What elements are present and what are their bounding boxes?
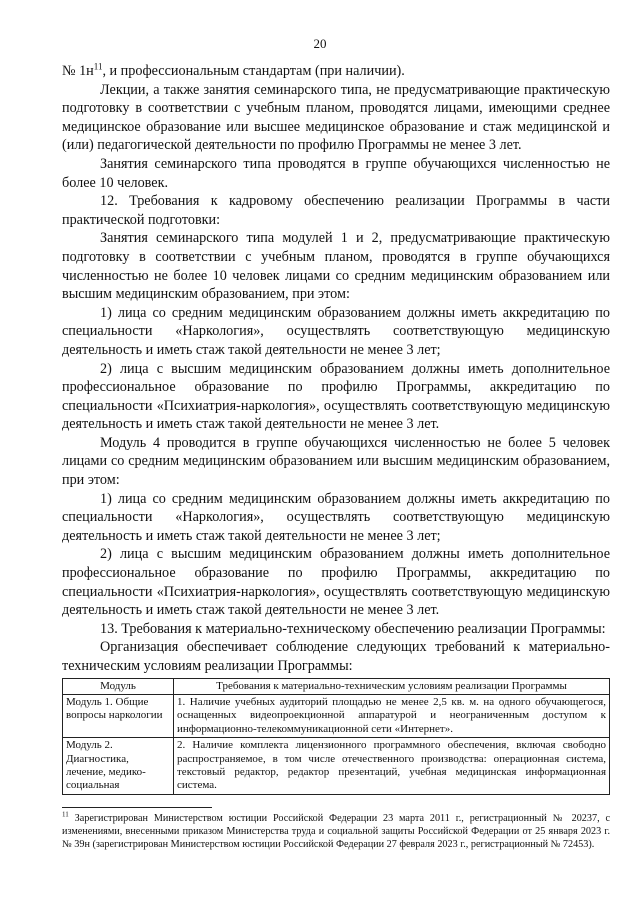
paragraph-requirements: Организация обеспечивает соблюдение следующих требований к материально-техническим условиям реализации Программы: <box>62 639 610 674</box>
footnote-ref: 11 <box>93 61 103 72</box>
requirements-table <box>62 678 610 795</box>
table-cell-requirement: 1. Наличие учебных аудиторий площадью не менее 2,5 кв. м. на одного обучающегося, оснащенных видеопроекционной аппаратурой и неограниченным доступом к информационно-телекоммуникационной сети «Интернет». <box>174 695 610 738</box>
footnote-divider <box>62 807 212 808</box>
paragraph-continuation-text: , и профессиональным стандартам (при наличии). <box>102 63 405 79</box>
table-cell-module: Модуль 2. Диагностика, лечение, медико-социальная <box>63 738 174 795</box>
paragraph-modules-1-2: Занятия семинарского типа модулей 1 и 2, предусматривающие практическую подготовку в соответствии с учебным планом, проводятся в группе обучающихся численностью не более 10 человек лицами со средним медицинским образованием или высшим медицинским образованием, при этом: <box>62 230 610 303</box>
footnote-text: Зарегистрирован Министерством юстиции Российской Федерации 23 марта 2011 г., регистрационный № 20237, с изменениями, внесенными приказом Министерства труда и социальной защиты Российской Федерации от 25 января 2023 г. № 39н (зарегистрирован Министерством юстиции Российской Федерации 27 февраля 2023 г., регистрационный № 72453). <box>62 813 610 850</box>
order-number: № 1н <box>62 63 94 79</box>
table-header-requirements: Требования к материально-техническим условиям реализации Программы <box>174 678 610 694</box>
paragraph-continuation <box>62 62 610 81</box>
footnote-mark: 11 <box>62 810 69 819</box>
paragraph-seminar-groups: Занятия семинарского типа проводятся в группе обучающихся численностью не более 10 человек. <box>62 155 610 191</box>
table-row <box>63 695 610 738</box>
list-item-1: 1) лица со средним медицинским образованием должны иметь аккредитацию по специальности «Наркология», осуществлять соответствующую медицинскую деятельность и иметь стаж такой деятельности не менее 3 лет; <box>62 304 610 358</box>
table-header-row <box>63 678 610 694</box>
paragraph-module-4: Модуль 4 проводится в группе обучающихся численностью не более 5 человек лицами со средним медицинским образованием или высшим медицинским образованием, при этом: <box>62 434 610 489</box>
table-row <box>63 738 610 795</box>
paragraph-lectures: Лекции, а также занятия семинарского типа, не предусматривающие практическую подготовку в соответствии с учебным планом, проводятся лицами, имеющими среднее медицинское образование или высшее медицинское образование и стаж медицинской и (или) педагогической деятельности по профилю Программы не менее 3 лет. <box>62 81 610 154</box>
table-cell-module: Модуль 1. Общие вопросы наркологии <box>63 695 174 738</box>
list-item-2: 2) лица с высшим медицинским образованием должны иметь дополнительное профессиональное образование по профилю Программы, аккредитацию по специальности «Психиатрия-наркология», осуществлять соответствующую медицинскую деятельность и иметь стаж такой деятельности не менее 3 лет. <box>62 360 610 433</box>
list-item-1b: 1) лица со средним медицинским образованием должны иметь аккредитацию по специальности «Наркология», осуществлять соответствующую медицинскую деятельность и иметь стаж такой деятельности не менее 3 лет; <box>62 490 610 544</box>
list-item-2b: 2) лица с высшим медицинским образованием должны иметь дополнительное профессиональное образование по профилю Программы, аккредитацию по специальности «Психиатрия-наркология», осуществлять соответствующую медицинскую деятельность и иметь стаж такой деятельности не менее 3 лет. <box>62 546 610 619</box>
footnote <box>62 812 610 851</box>
table-cell-requirement: 2. Наличие комплекта лицензионного программного обеспечения, включая свободно распространяемое, в том числе отечественного производства: операционная система, текстовый редактор, редактор презентаций, учебная медицинская информационная система. <box>174 738 610 795</box>
section-13-heading: 13. Требования к материально-техническому обеспечению реализации Программы: <box>100 620 606 637</box>
document-body <box>62 62 610 795</box>
table-header-module: Модуль <box>63 678 174 694</box>
section-12-heading: 12. Требования к кадровому обеспечению реализации Программы в части практической подготовки: <box>62 193 610 228</box>
page-number: 20 <box>313 36 327 51</box>
